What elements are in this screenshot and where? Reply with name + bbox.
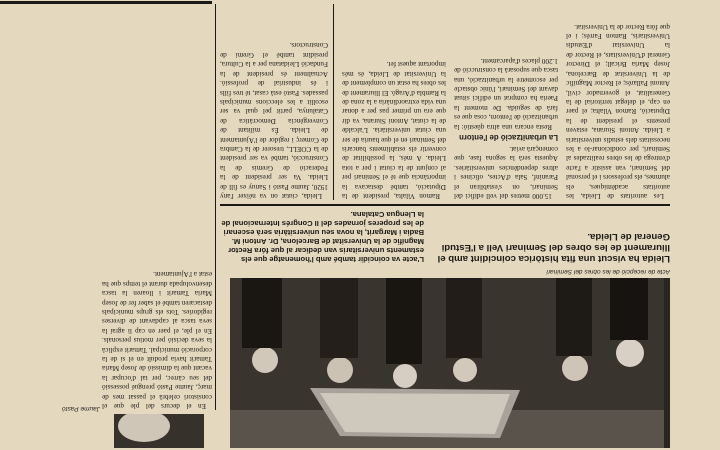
photo-caption: Acte de recepció de les obres del Seminari [546, 268, 670, 275]
article-column-4 [220, 4, 328, 200]
portrait-caption: Jaume Pastó [62, 405, 100, 412]
column-2-text: 15.000 metres del vell edifici del Seminari, on s'establiran el Paraninf, Sala d'Actes, oficines i altres dependències universitàries. Aquesta serà la segona fase, que començarà aviat. [454, 144, 558, 200]
sidebar-divider [215, 4, 216, 410]
ceremony-photo [222, 278, 670, 448]
portrait-illustration [66, 414, 204, 448]
ceremony-photo-illustration [222, 278, 670, 448]
top-rule [0, 1, 212, 4]
portrait-photo [66, 414, 204, 448]
article-column-3 [342, 4, 446, 200]
sidebar-column [102, 4, 212, 410]
headline-rule [220, 204, 670, 206]
article-column-2 [454, 4, 558, 200]
column-divider [333, 4, 334, 200]
column-2b-text: Resta encara una altra qüestió: la urbanització de l'entorn, cosa que es farà de seguida. De moment la Paeria ha comprat un edifici situat davant del Seminari, l'únic obstacle per escometre la urbanització, una tasca que suposarà la construcció de 1.200 places d'aparcament. [454, 56, 558, 131]
article-column-1 [566, 4, 670, 200]
crosshead: La urbanització de l'entorn [459, 132, 558, 142]
column-4-text: Lleida, ciutat on va néixer l'any 1920, Jaume Pastó i Sanuy es fill de Lleida. Va ser president de la Federació de Gremis de la Construcció, també va ser president de la COELL, tresorer de la Cambra de Comerç i regidor de l'Ajuntament de Lleida. És militant de Convergència Democràtica de Catalunya, partit pel qual va ser escollit a les eleccions municipals passades. Pastó està casat, té tres fills i és industrial de professió. Actualment és president de la Fundació Lleidatana per a la Cultura, presidint també el Gremi de Constructors. [220, 41, 328, 200]
sidebar-text: En el decurs del ple que el consistori celebrà el passat mes de març, Jaume Pastó prengué possessió del seu càrrec, per tal d'ocupar la vacant que la dimissió de Josep Maria Tamarit havia produït en el si de la corporació municipal. Tamarit explicà la seva decisió per motius personals. En el ple, el paer en cap li agraí la seva tasca al capdavant de diverses regidories. Tots els grups municipals destacaren també el saber fer de Josep Maria Tamarit i lloaren la tasca desenvolupada durant el temps que ha estat a l'Ajuntament. [102, 270, 212, 410]
column-1-text: Les autoritats de Lleida, les autoritats acadèmiques, els alumnes, els professors i el personal del Seminari, van assistir a l'acte d'entrega de les obres realitzades al Seminari, per condicionar-lo a les necessitats dels estudis universitaris a Lleida. Antoni Siurana, estaven presents el president de la Diputació, Ramon Vilalta; el paer en cap, el delegat territorial de la Generalitat, el governador civil, Antoni Pallarès; el Rector Magnífic de la Universitat de Barcelona, Josep Maria Bricall; el Director General d'Universitats, el Rector de la Universitat d'Estudis Universitaris, Ramon Farrés; i el que fóra Rector de la Universitat. [566, 22, 670, 200]
column-3-text: Ramon Vilalta, president de la Diputació, també destacava la importància que té el Seminari per al conjunt de la ciutat i per a tota Lleida. A més, la possibilitat de convertir els establiments bancaris del Seminari en el que hauria de ser una ciutat universitària. L'alcalde de la ciutat, Antoni Siurana, va dir que era un primer pas per a donar una vida extraordinària a la zona de la Rambla d'Aragó. El lliurament de les obres ha estat un complement de la Universitat de Lleida, és més important aquest fet. [342, 60, 446, 200]
article-headline: Lleida ha viscut una fita històrica coincidint amb el lliurament de les obres del Seminari Vell a l'Estudi General de Lleida. [437, 230, 670, 264]
article-subheadline: L'acte va coincidir també amb l'homenatge que els estaments universitaris van dedicar al que fóra Rector Magnífic de la Universitat de Barcelona, Dr. Antoni M. Badia i Margarit, la nova seu universitària serà escenari de les properes jornades del II Congrés Internacional de la Llengua Catalana. [221, 210, 424, 264]
